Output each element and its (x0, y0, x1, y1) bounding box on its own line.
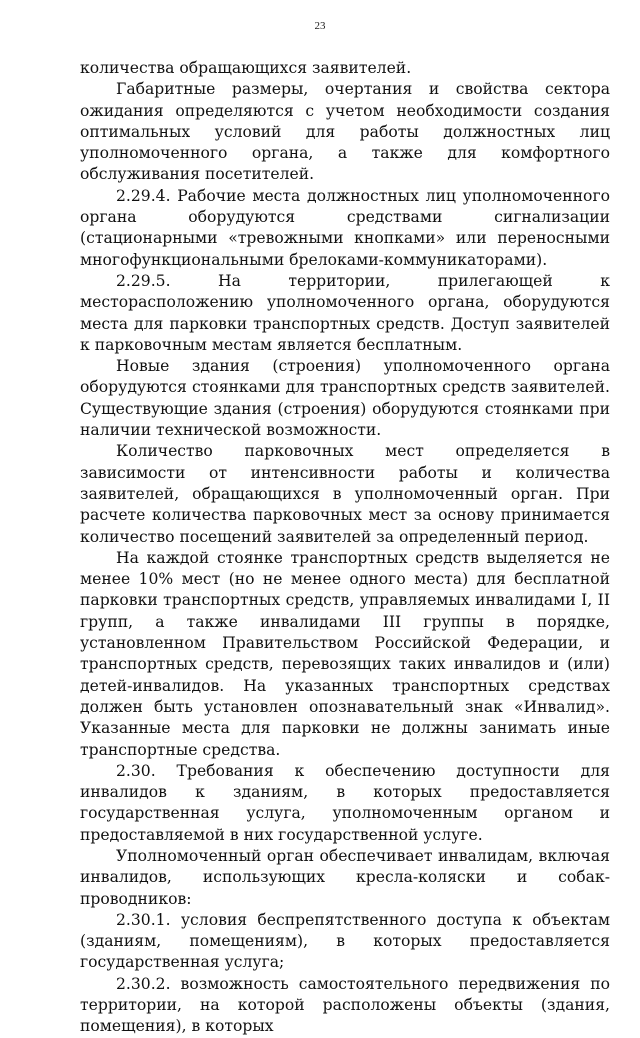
paragraph-2-29-5: 2.29.5. На территории, прилегающей к месторасположению уполномоченного органа, оборудуются места для парковки транспортных средств. Доступ заявителей к парковочным местам является бесплатным. (80, 271, 610, 354)
paragraph-2-30-1: 2.30.1. условия беспрепятственного доступа к объектам (зданиям, помещениям), в которых предоставляется государственная услуга; (80, 910, 610, 972)
paragraph-parking-count: Количество парковочных мест определяется в зависимости от интенсивности работы и количества заявителей, обращающихся в уполномоченный орган. При расчете количества парковочных мест за основу принимается количество посещений заявителей за определенный период. (80, 442, 610, 546)
paragraph-2-29-4: 2.29.4. Рабочие места должностных лиц уполномоченного органа оборудуются средствами сигнализации (стационарными «тревожными кнопками» или переносными многофункциональными брелоками-коммуникаторами). (80, 186, 610, 269)
paragraph-new-buildings: Новые здания (строения) уполномоченного органа оборудуются стоянками для транспортных средств заявителей. Существующие здания (строения) оборудуются стоянками при наличии технической возможности. (80, 357, 610, 440)
paragraph-2-30: 2.30. Требования к обеспечению доступности для инвалидов к зданиям, в которых предоставляется государственная услуга, уполномоченным органом и предоставляемой в них государственной услуге. (80, 761, 610, 844)
page-number: 23 (314, 20, 326, 32)
paragraph-authority-provides: Уполномоченный орган обеспечивает инвалидам, включая инвалидов, использующих кресла-коляски и собак-проводников: (80, 846, 610, 908)
paragraph-continuation: количества обращающихся заявителей. (80, 59, 412, 77)
paragraph-disabled-parking: На каждой стоянке транспортных средств выделяется не менее 10% мест (но не менее одного места) для бесплатной парковки транспортных средств, управляемых инвалидами I, II групп, а также инвалидами III группы в порядке, установленном Правительством Российской Федерации, и транспортных средств, перевозящих таких инвалидов и (или) детей-инвалидов. На указанных транспортных средствах должен быть установлен опознавательный знак «Инвалид». Указанные места для парковки не должны занимать иные транспортные средства. (80, 548, 610, 759)
paragraph-2-30-2: 2.30.2. возможность самостоятельного передвижения по территории, на которой расположены объекты (здания, помещения), в которых (80, 974, 610, 1036)
paragraph-waiting-sector: Габаритные размеры, очертания и свойства сектора ожидания определяются с учетом необходимости создания оптимальных условий для работы должностных лиц уполномоченного органа, а также для комфортного обслуживания посетителей. (80, 80, 610, 184)
document-body (80, 58, 610, 1038)
